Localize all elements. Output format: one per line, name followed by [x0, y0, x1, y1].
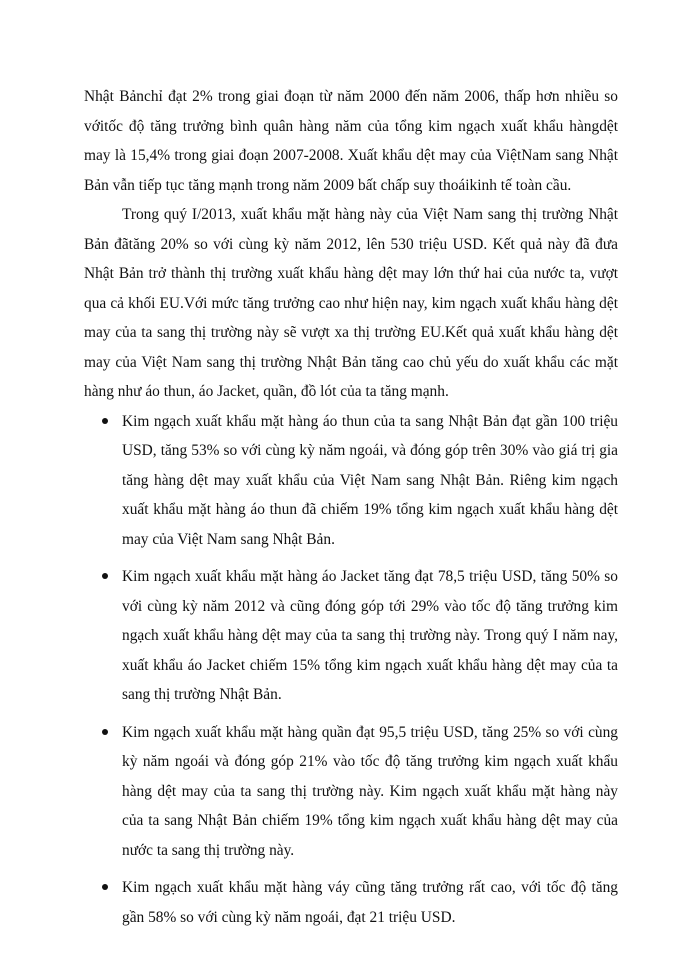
document-body	[84, 82, 618, 940]
list-item-text: Kim ngạch xuất khẩu mặt hàng váy cũng tăng trưởng rất cao, với tốc độ tăng gần 58% so với cùng kỳ năm ngoái, đạt 21 triệu USD.	[122, 879, 618, 926]
bullet-icon	[102, 573, 108, 579]
paragraph-q1-2013: Trong quý I/2013, xuất khẩu mặt hàng này của Việt Nam sang thị trường Nhật Bản đãtăng 20% so với cùng kỳ năm 2012, lên 530 triệu USD. Kết quả này đã đưa Nhật Bản trở thành thị trường xuất khẩu hàng dệt may lớn thứ hai của nước ta, vượt qua cả khối EU.Với mức tăng trưởng cao như hiện nay, kim ngạch xuất khẩu hàng dệt may của ta sang thị trường này sẽ vượt xa thị trường EU.Kết quả xuất khẩu hàng dệt may của Việt Nam sang thị trường Nhật Bản tăng cao chủ yếu do xuất khẩu các mặt hàng như áo thun, áo Jacket, quần, đồ lót của ta tăng mạnh.	[84, 206, 618, 400]
list-item-text: Kim ngạch xuất khẩu mặt hàng áo thun của ta sang Nhật Bản đạt gần 100 triệu USD, tăng 53% so với cùng kỳ năm ngoái, và đóng góp trên 30% vào giá trị gia tăng hàng dệt may xuất khẩu của Việt Nam sang Nhật Bản. Riêng kim ngạch xuất khẩu mặt hàng áo thun đã chiếm 19% tổng kim ngạch xuất khẩu hàng dệt may của Việt Nam sang Nhật Bản.	[122, 412, 618, 548]
bullet-icon	[102, 884, 108, 890]
list-item	[84, 718, 618, 866]
list-item	[84, 873, 618, 932]
list-item	[84, 562, 618, 710]
bullet-icon	[102, 729, 108, 735]
list-item	[84, 407, 618, 555]
list-item-text: Kim ngạch xuất khẩu mặt hàng quần đạt 95,5 triệu USD, tăng 25% so với cùng kỳ năm ngoái và đóng góp 21% vào tốc độ tăng trưởng kim ngạch xuất khẩu hàng dệt may của ta sang thị trường này. Kim ngạch xuất khẩu mặt hàng này của ta sang Nhật Bản chiếm 19% tổng kim ngạch xuất khẩu hàng dệt may của nước ta sang thị trường này.	[122, 723, 618, 859]
paragraph-continuation: Nhật Bảnchỉ đạt 2% trong giai đoạn từ năm 2000 đến năm 2006, thấp hơn nhiều so vớitốc độ tăng trưởng bình quân hàng năm của tổng kim ngạch xuất khẩu hàngdệt may là 15,4% trong giai đoạn 2007-2008. Xuất khẩu dệt may của ViệtNam sang Nhật Bản vẫn tiếp tục tăng mạnh trong năm 2009 bất chấp suy thoáikinh tế toàn cầu.	[84, 88, 618, 194]
list-item-text: Kim ngạch xuất khẩu mặt hàng áo Jacket tăng đạt 78,5 triệu USD, tăng 50% so với cùng kỳ năm 2012 và cũng đóng góp tới 29% vào tốc độ tăng trưởng kim ngạch xuất khẩu hàng dệt may của ta sang thị trường này. Trong quý I năm nay, xuất khẩu áo Jacket chiếm 15% tổng kim ngạch xuất khẩu hàng dệt may của ta sang thị trường Nhật Bản.	[122, 568, 618, 703]
export-items-list	[84, 407, 618, 933]
bullet-icon	[102, 418, 108, 424]
